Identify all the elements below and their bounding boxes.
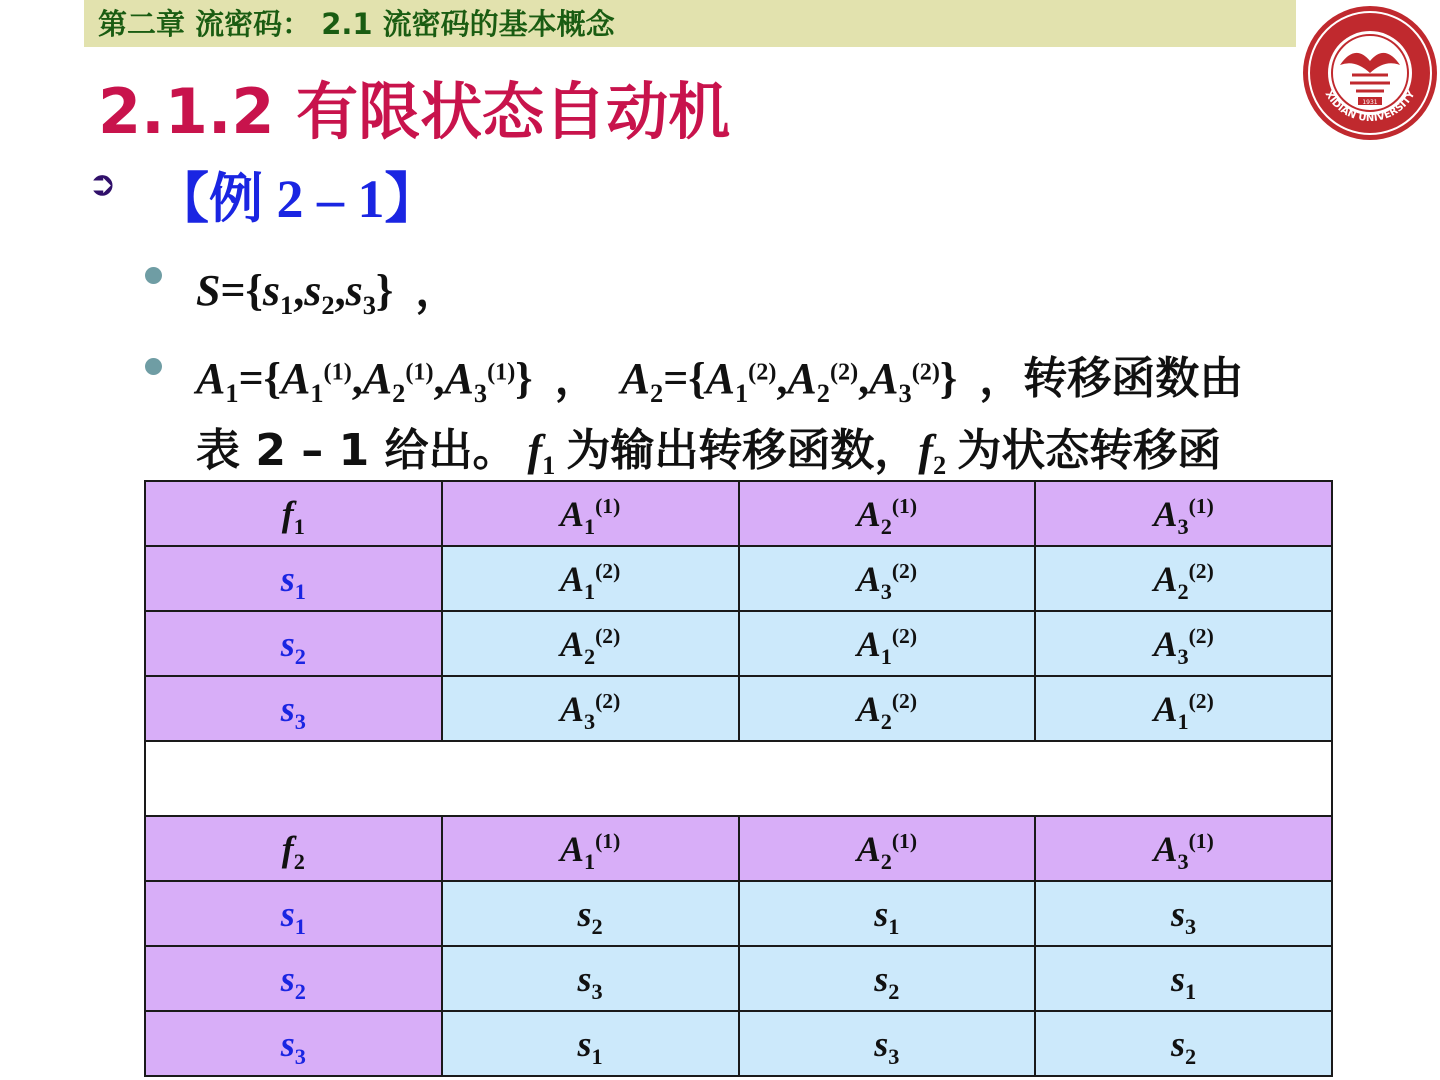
arrow-bullet-icon: ➲ (88, 164, 117, 204)
table-row (145, 611, 1332, 676)
input-symbol-header: $A_3^{(1)}$ (1035, 481, 1332, 546)
table-cell: $s_1$ (1035, 946, 1332, 1011)
table-cell: $A_2^{(2)}$ (1035, 546, 1332, 611)
university-seal-icon (1300, 3, 1440, 143)
transition-table (144, 480, 1333, 1077)
section-title: 2.1.2 有限状态自动机 (98, 75, 731, 148)
table-cell: $A_1^{(2)}$ (442, 546, 739, 611)
table-row (145, 1011, 1332, 1076)
logo-year: 1931 (1362, 99, 1378, 106)
example-heading: 【例 2 – 1】 (155, 169, 439, 229)
bullet-dot-icon (145, 267, 162, 284)
table-cell: $A_1^{(2)}$ (1035, 676, 1332, 741)
input-symbol-header: $A_1^{(1)}$ (442, 816, 739, 881)
table-row (145, 676, 1332, 741)
table-cell: $s_2$ (739, 946, 1036, 1011)
table-cell: $A_2^{(2)}$ (739, 676, 1036, 741)
transition-description-line: 表 2 – 1 给出。 $f_1$ 为输出转移函数，$f_2$ 为状态转移函 (196, 425, 1222, 481)
state-row-header: $s_1$ (145, 546, 442, 611)
state-row-header: $s_2$ (145, 946, 442, 1011)
f2-function-label: $f_2$ (145, 816, 442, 881)
f1-header-row (145, 481, 1332, 546)
state-row-header: $s_3$ (145, 1011, 442, 1076)
table-spacer-cell (145, 741, 1332, 816)
table-row (145, 946, 1332, 1011)
logo-text: XIDIAN UNIVERSITY (1322, 89, 1418, 125)
state-set-line: $S=\{s_1,s_2,s_3\}$ ， (196, 265, 460, 321)
table-cell: $s_2$ (442, 881, 739, 946)
state-row-header: $s_2$ (145, 611, 442, 676)
table-cell: $s_1$ (739, 881, 1036, 946)
table-cell: $A_3^{(2)}$ (1035, 611, 1332, 676)
bullet-dot-icon (145, 358, 162, 375)
table-cell: $s_1$ (442, 1011, 739, 1076)
input-symbol-header: $A_2^{(1)}$ (739, 816, 1036, 881)
input-symbol-header: $A_2^{(1)}$ (739, 481, 1036, 546)
state-row-header: $s_1$ (145, 881, 442, 946)
table-cell: $A_1^{(2)}$ (739, 611, 1036, 676)
table-cell: $A_3^{(2)}$ (442, 676, 739, 741)
table-cell: $s_3$ (442, 946, 739, 1011)
alphabet-line: $A_1=\{A_1^{(1)},A_2^{(1)},A_3^{(1)}\}$ ， $A_2=\{A_1^{(2)},A_2^{(2)},A_3^{(2)}\}$ ，转移函数由 (196, 353, 1244, 409)
table-cell: $A_3^{(2)}$ (739, 546, 1036, 611)
state-row-header: $s_3$ (145, 676, 442, 741)
table-spacer-row (145, 741, 1332, 816)
chapter-header-bar (84, 0, 1296, 47)
f2-header-row (145, 816, 1332, 881)
table-row (145, 546, 1332, 611)
table-row (145, 881, 1332, 946)
table-cell: $s_3$ (1035, 881, 1332, 946)
f1-function-label: $f_1$ (145, 481, 442, 546)
input-symbol-header: $A_1^{(1)}$ (442, 481, 739, 546)
table-cell: $A_2^{(2)}$ (442, 611, 739, 676)
table-cell: $s_3$ (739, 1011, 1036, 1076)
table-cell: $s_2$ (1035, 1011, 1332, 1076)
chapter-header-title: 第二章 流密码： 2.1 流密码的基本概念 (98, 7, 615, 41)
input-symbol-header: $A_3^{(1)}$ (1035, 816, 1332, 881)
